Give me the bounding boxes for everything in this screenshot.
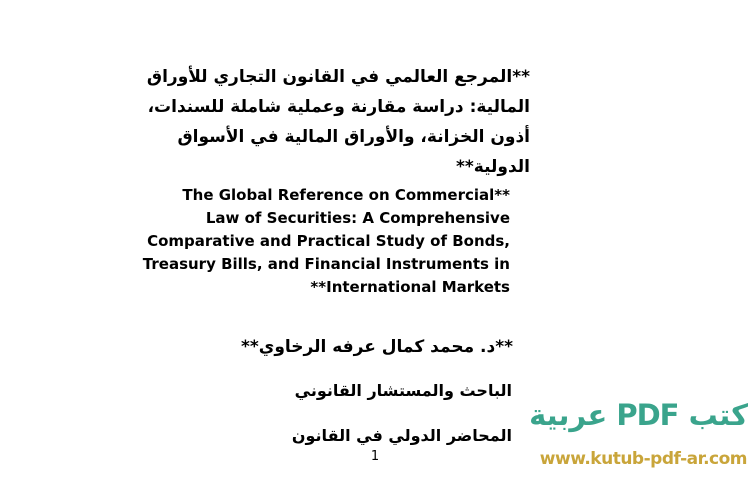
watermark-site-url: www.kutub-pdf-ar.com [539,449,747,469]
author-name: **د. محمد كمال عرفه الرخاوي** [240,337,513,357]
book-title-english-line-3: Comparative and Practical Study of Bonds, [147,232,510,250]
book-title-english-line-5: **International Markets [310,278,510,296]
book-title-arabic-line-1: **المرجع العالمي في القانون التجاري للأوراق [146,67,530,87]
book-title-english-line-2: Law of Securities: A Comprehensive [205,209,510,227]
book-title-english [40,184,510,299]
book-title-arabic-line-4: الدولية** [455,157,530,177]
book-title-arabic-line-2: المالية: دراسة مقارنة وعملية شاملة للسندات، [147,97,530,117]
book-title-arabic-line-3: أذون الخزانة، والأوراق المالية في الأسواق [177,127,530,147]
book-title-arabic [40,62,530,182]
watermark-site-name: كتب PDF عربية [529,398,748,432]
author-role-researcher: الباحث والمستشار القانوني [294,381,512,400]
book-title-english-line-1: The Global Reference on Commercial** [182,186,510,204]
author-role-lecturer: المحاضر الدولي في القانون [291,426,512,445]
page-number: 1 [370,449,380,464]
book-title-english-line-4: Treasury Bills, and Financial Instruments in [142,255,510,273]
